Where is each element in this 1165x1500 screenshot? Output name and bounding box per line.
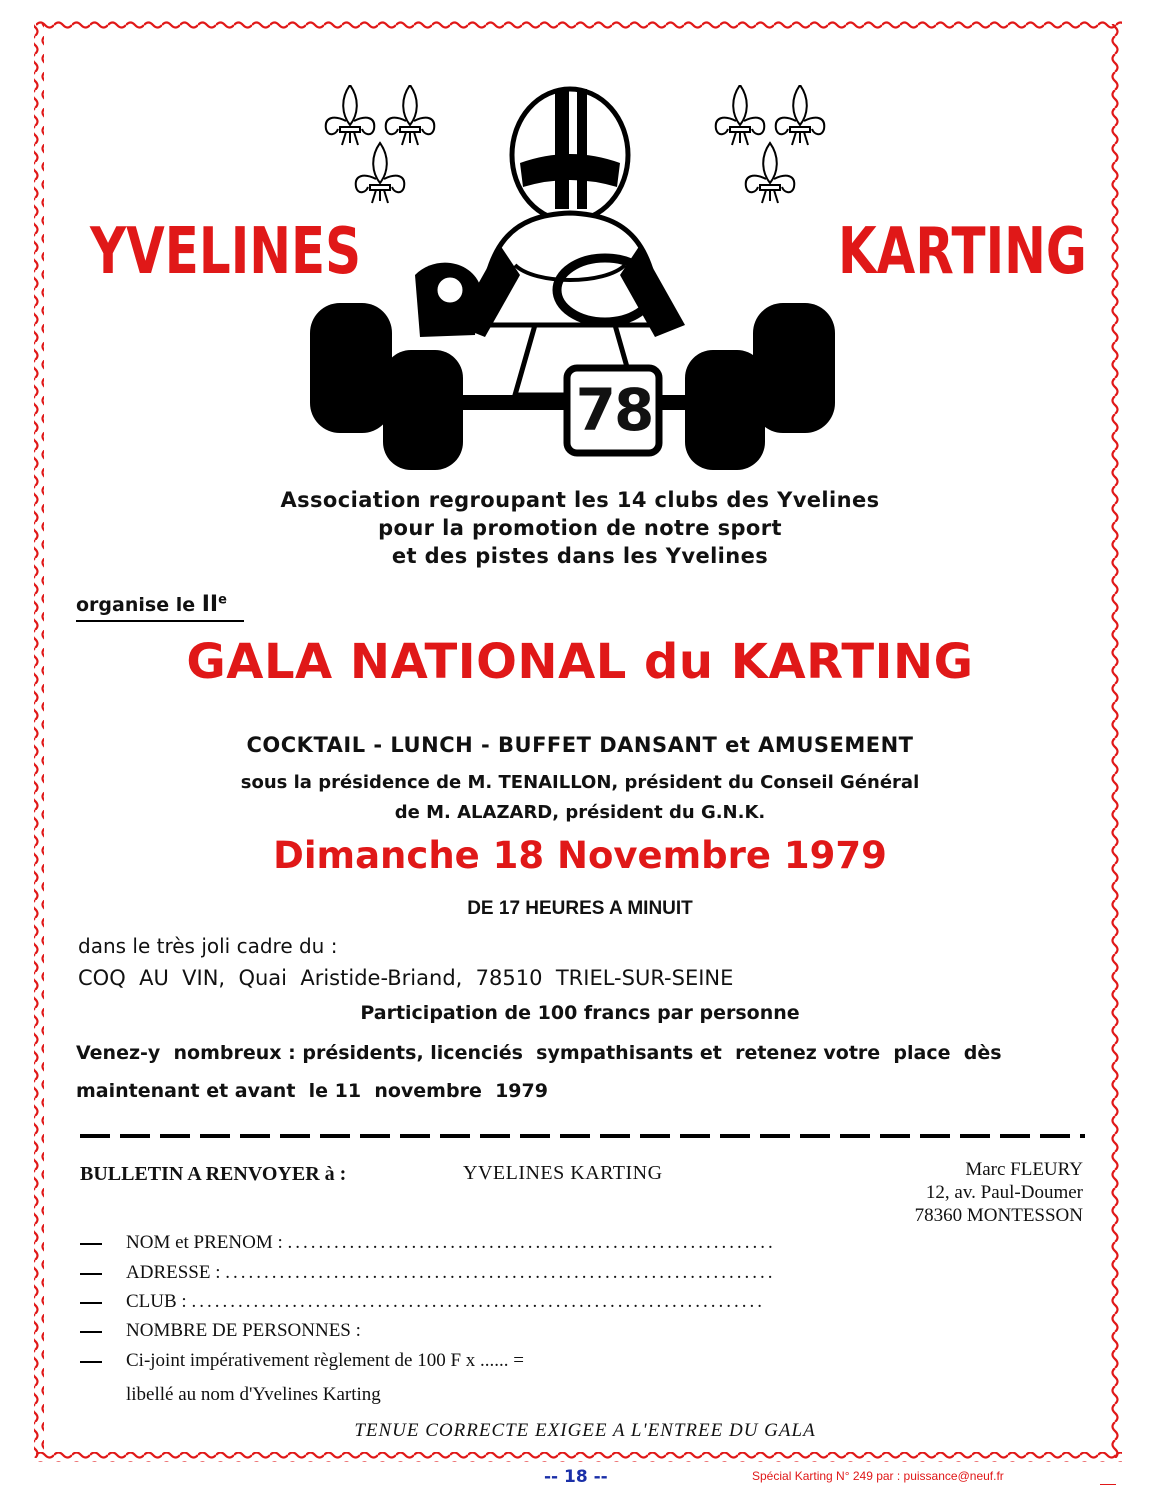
contact-address-block [780, 1158, 1083, 1227]
name-label: NOM et PRENOM : [126, 1232, 283, 1253]
header-title-right: KARTING [838, 215, 1087, 289]
address-label: ADRESSE : [126, 1262, 221, 1283]
contact-city: 78360 MONTESSON [914, 1205, 1083, 1226]
venue-address: COQ AU VIN, Quai Aristide-Briand, 78510 TRIEL-SUR-SEINE [78, 966, 734, 990]
contact-street: 12, av. Paul-Doumer [925, 1182, 1083, 1203]
dress-code-notice: TENUE CORRECTE EXIGEE A L'ENTREE DU GALA [354, 1420, 816, 1441]
name-input-line[interactable]: ............................................................... [287, 1232, 776, 1253]
row-dash [80, 1331, 102, 1333]
association-line: et des pistes dans les Yvelines [391, 544, 769, 568]
source-credit: Spécial Karting N° 249 par : puissance@neuf.fr [752, 1469, 1004, 1483]
row-dash [80, 1243, 102, 1245]
gala-title: GALA NATIONAL du KARTING [186, 634, 974, 690]
row-dash [80, 1361, 102, 1363]
invitation-line-2: maintenant et avant le 11 novembre 1979 [76, 1080, 548, 1102]
form-row-club [80, 1291, 765, 1313]
edition-number: II [201, 592, 219, 617]
club-input-line[interactable]: .......................................................................... [191, 1291, 765, 1312]
footer-rule [1100, 1484, 1116, 1485]
program-line-3: de M. ALAZARD, président du G.N.K. [394, 802, 766, 823]
form-row-payment [80, 1350, 524, 1372]
association-line: Association regroupant les 14 clubs des Yvelines [280, 488, 880, 512]
event-date: Dimanche 18 Novembre 1979 [273, 834, 887, 877]
row-dash [80, 1302, 102, 1304]
header-title-left: YVELINES [90, 215, 362, 289]
organise-label [76, 592, 244, 622]
cut-line-divider [80, 1134, 1085, 1138]
address-input-line[interactable]: ....................................................................... [225, 1262, 776, 1283]
venue-intro: dans le très joli cadre du : [78, 934, 338, 958]
row-dash [80, 1273, 102, 1275]
club-label: CLUB : [126, 1291, 187, 1312]
form-row-address [80, 1262, 776, 1284]
bulletin-label: BULLETIN A RENVOYER à : [80, 1163, 347, 1185]
organise-prefix: organise le [76, 594, 202, 616]
participation-price: Participation de 100 francs par personne [360, 1002, 800, 1024]
payee-label: libellé au nom d'Yvelines Karting [126, 1384, 381, 1405]
page-number: -- 18 -- [544, 1467, 608, 1487]
kart-number: 78 [575, 376, 653, 444]
form-row-name [80, 1232, 776, 1254]
program-line-1: COCKTAIL - LUNCH - BUFFET DANSANT et AMUSEMENT [246, 733, 914, 757]
bulletin-recipient: YVELINES KARTING [463, 1162, 663, 1184]
event-hours: DE 17 HEURES A MINUIT [467, 898, 693, 919]
persons-label: NOMBRE DE PERSONNES : [126, 1320, 361, 1341]
association-line: pour la promotion de notre sport [378, 516, 782, 540]
contact-name: Marc FLEURY [965, 1159, 1083, 1180]
edition-suffix: e [218, 592, 227, 608]
payment-label: Ci-joint impérativement règlement de 100 F x ...... = [126, 1350, 525, 1371]
association-description [180, 486, 980, 570]
program-line-2: sous la présidence de M. TENAILLON, président du Conseil Général [240, 772, 920, 793]
form-row-persons [80, 1320, 361, 1342]
invitation-line-1: Venez-y nombreux : présidents, licenciés sympathisants et retenez votre place dès [76, 1042, 1002, 1064]
